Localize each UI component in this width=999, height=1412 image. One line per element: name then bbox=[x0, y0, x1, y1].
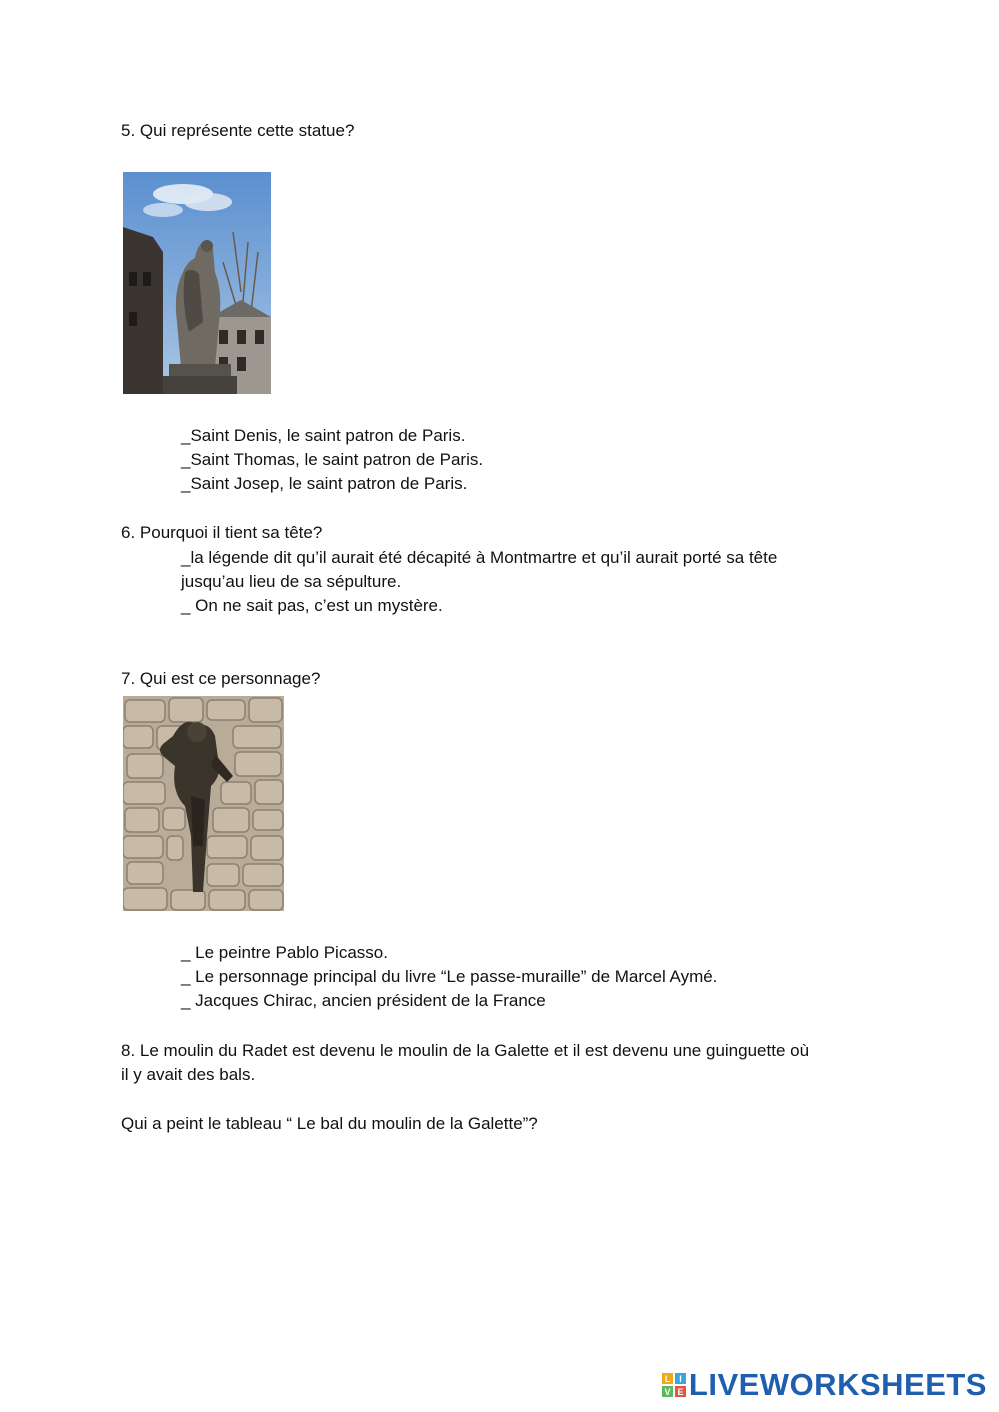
logo-mark-letter-2: I bbox=[679, 1374, 682, 1384]
logo-mark-letter-4: E bbox=[677, 1387, 684, 1397]
logo-mark-letter-1: L bbox=[664, 1374, 671, 1384]
q7-option-3: _ Jacques Chirac, ancien président de la France bbox=[181, 991, 546, 1010]
question-5: 5. Qui représente cette statue? bbox=[121, 121, 355, 140]
logo-text: LIVEWORKSHEETS bbox=[688, 1367, 987, 1402]
q5-option-1: _Saint Denis, le saint patron de Paris. bbox=[181, 426, 466, 445]
logo-mark-letter-3: V bbox=[664, 1387, 671, 1397]
question-6: 6. Pourquoi il tient sa tête? bbox=[121, 523, 323, 542]
question-8-line-1: 8. Le moulin du Radet est devenu le moulin de la Galette et il est devenu une guinguette où bbox=[121, 1041, 810, 1060]
liveworksheets-logo-icon bbox=[661, 1372, 687, 1398]
question-8-line-2: il y avait des bals. bbox=[121, 1065, 256, 1084]
statue-photo bbox=[123, 172, 271, 394]
q7-option-1: _ Le peintre Pablo Picasso. bbox=[181, 943, 388, 962]
question-8-prompt: Qui a peint le tableau “ Le bal du moulin de la Galette”? bbox=[121, 1114, 538, 1133]
q5-option-2: _Saint Thomas, le saint patron de Paris. bbox=[181, 450, 484, 469]
q7-option-2: _ Le personnage principal du livre “Le passe-muraille” de Marcel Aymé. bbox=[181, 967, 718, 986]
question-7: 7. Qui est ce personnage? bbox=[121, 669, 321, 688]
q6-option-2: _ On ne sait pas, c’est un mystère. bbox=[181, 596, 443, 615]
q6-option-1-line-2: jusqu’au lieu de sa sépulture. bbox=[181, 572, 402, 591]
passe-muraille-photo bbox=[123, 696, 284, 911]
liveworksheets-logo bbox=[661, 1367, 987, 1402]
q5-option-3: _Saint Josep, le saint patron de Paris. bbox=[181, 474, 468, 493]
q6-option-1-line-1: _la légende dit qu’il aurait été décapité à Montmartre et qu’il aurait porté sa tête bbox=[181, 548, 778, 567]
